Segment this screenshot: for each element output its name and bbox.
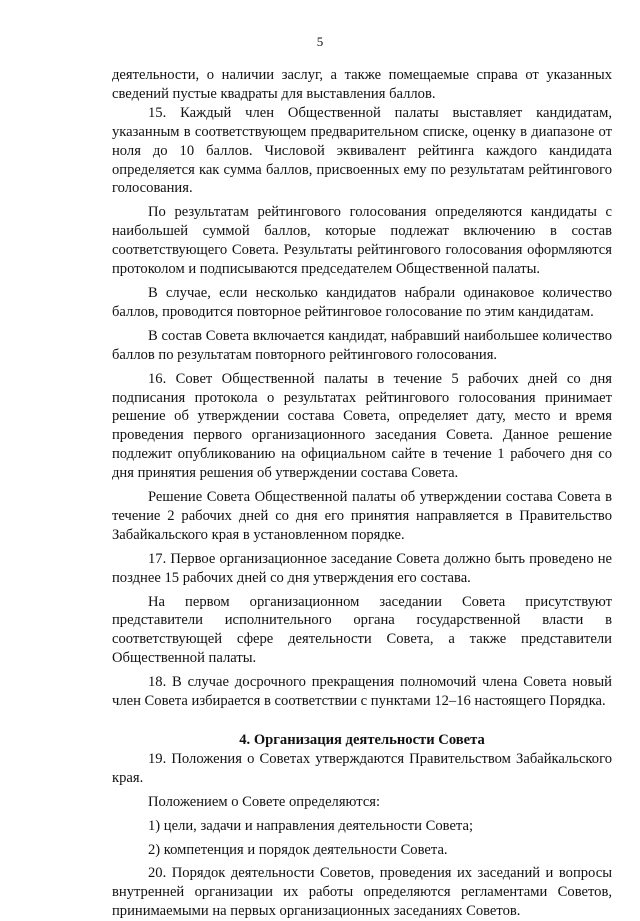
page-number: 5 — [316, 34, 324, 49]
list-item-goals: 1) цели, задачи и направления деятельности Совета; — [148, 817, 474, 834]
paragraph-item-18: 18. В случае досрочного прекращения полномочий члена Совета новый член Совета избирается в соответствии с пунктами 12–16 настоящего Порядка. — [112, 674, 612, 710]
paragraph-item-15: 15. Каждый член Общественной палаты выставляет кандидатам, указанным в соответствующем предварительном списке, оценку в диапазоне от ноля до 10 баллов. Числовой эквивалент рейтинга каждого кандидата определяется как сумма баллов, присвоенных ему по результатам рейтингового голосования. — [112, 104, 612, 197]
paragraph-rating-results: По результатам рейтингового голосования определяются кандидаты с наибольшей суммой баллов, которые подлежат включению в состав соответствующего Совета. Результаты рейтингового голосования оформляются протоколом и подписываются председателем Общественной палаты. — [112, 204, 612, 278]
list-item-competence: 2) компетенция и порядок деятельности Совета. — [148, 841, 448, 858]
paragraph-first-meeting: На первом организационном заседании Совета присутствуют представители исполнительного органа государственной власти в соответствующей сфере деятельности Совета, а также представители Общественной палаты. — [112, 593, 612, 667]
paragraph-item-17: 17. Первое организационное заседание Совета должно быть проведено не позднее 15 рабочих дней со дня утверждения его состава. — [112, 550, 612, 586]
section-heading: 4. Организация деятельности Совета — [239, 732, 485, 748]
paragraph-tie-vote: В случае, если несколько кандидатов набрали одинаковое количество баллов, проводится повторное рейтинговое голосование по этим кандидатам. — [112, 284, 612, 320]
paragraph-regulation-intro: Положением о Совете определяются: — [148, 793, 381, 810]
paragraph-inclusion: В состав Совета включается кандидат, набравший наибольшее количество баллов по результатам повторного рейтингового голосования. — [112, 327, 612, 363]
paragraph-item-20: 20. Порядок деятельности Советов, проведения их заседаний и вопросы внутренней организации их работы определяются регламентами Советов, принимаемыми на первых организационных заседаниях Советов. — [112, 865, 612, 920]
paragraph-continuation: деятельности, о наличии заслуг, а также помещаемые справа от указанных сведений пустые квадраты для выставления баллов. — [112, 67, 612, 102]
document-body — [112, 66, 612, 921]
paragraph-council-decision: Решение Совета Общественной палаты об утверждении состава Совета в течение 2 рабочих дней со дня его принятия направляется в Правительство Забайкальского края в установленном порядке. — [112, 489, 612, 543]
paragraph-item-16: 16. Совет Общественной палаты в течение 5 рабочих дней со дня подписания протокола о результатах рейтингового голосования принимает решение об утверждении состава Совета, определяет дату, место и время проведения первого организационного заседания Совета. Данное решение подлежит опубликованию на официальном сайте в течение 1 рабочего дня со дня принятия решения об утверждении состава Совета. — [112, 370, 612, 482]
paragraph-item-19: 19. Положения о Советах утверждаются Правительством Забайкальского края. — [112, 750, 612, 786]
